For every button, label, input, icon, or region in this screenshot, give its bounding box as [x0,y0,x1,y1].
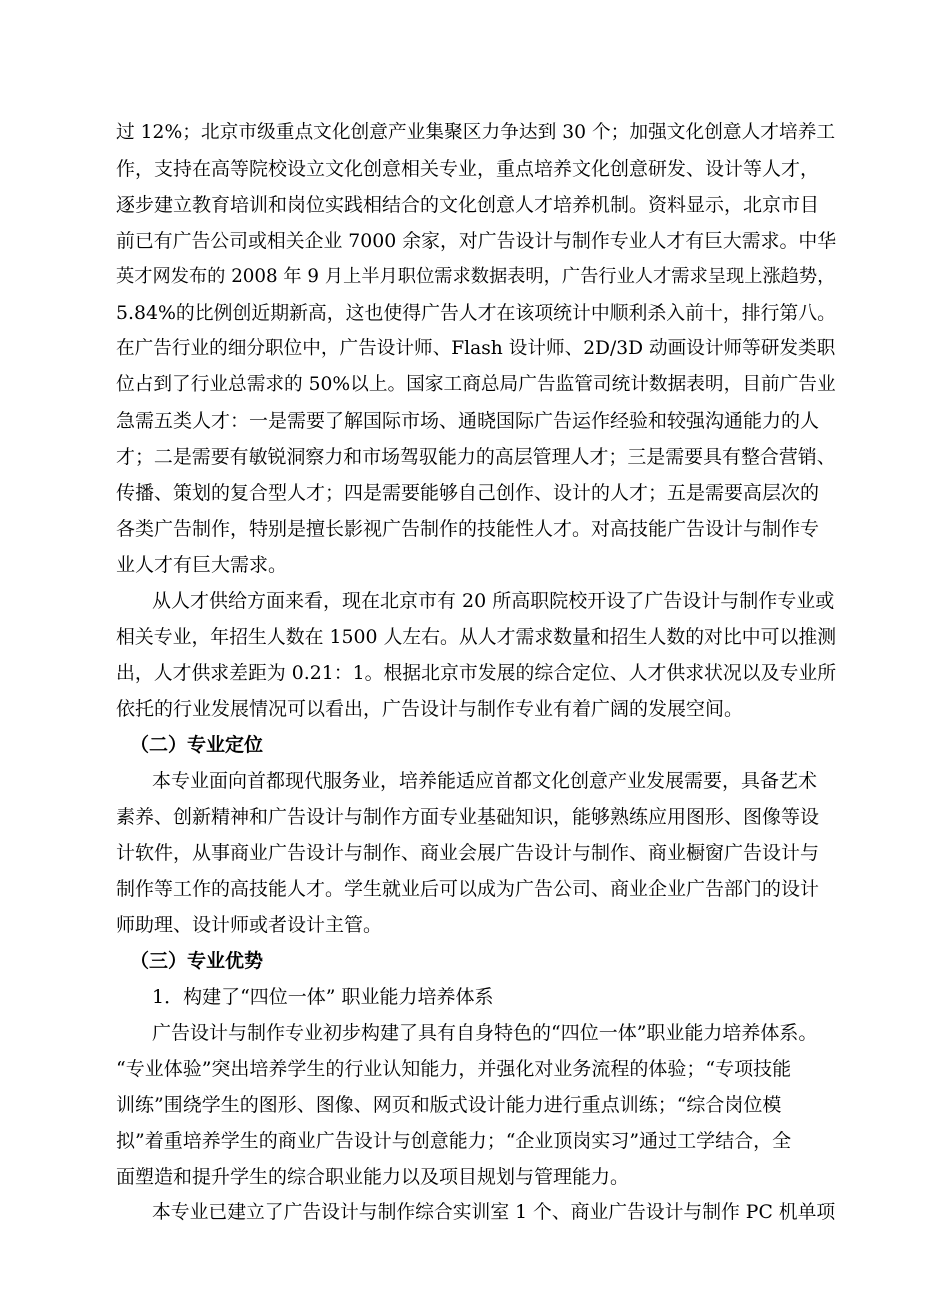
paragraph-line: 拟”着重培养学生的商业广告设计与创意能力；“企业顶岗实习”通过工学结合，全 [116,1130,792,1152]
paragraph-line: “专业体验”突出培养学生的行业认知能力，并强化对业务流程的体验；“专项技能 [116,1058,792,1080]
paragraph-line: 传播、策划的复合型人才；四是需要能够自己创作、设计的人才；五是需要高层次的 [116,482,820,504]
paragraph-line: 前已有广告公司或相关企业 7000 余家，对广告设计与制作专业人才有巨大需求。中华 [116,230,837,252]
paragraph-line: 急需五类人才：一是需要了解国际市场、通晓国际广告运作经验和较强沟通能力的人 [116,410,820,432]
paragraph-line: 逐步建立教育培训和岗位实践相结合的文化创意人才培养机制。资料显示，北京市目 [116,194,820,216]
paragraph-line: 在广告行业的细分职位中，广告设计师、Flash 设计师、2D/3D 动画设计师等研发类职 [116,338,836,359]
paragraph-line: 出，人才供求差距为 0.21：1。根据北京市发展的综合定位、人才供求状况以及专业所 [116,662,837,684]
paragraph-line: 师助理、设计师或者设计主管。 [116,914,383,936]
paragraph-line: 制作等工作的高技能人才。学生就业后可以成为广告公司、商业企业广告部门的设计 [116,878,820,900]
paragraph-line: 计软件，从事商业广告设计与制作、商业会展广告设计与制作、商业橱窗广告设计与 [116,842,820,864]
paragraph-line: 素养、创新精神和广告设计与制作方面专业基础知识，能够熟练应用图形、图像等设 [116,806,820,828]
paragraph-line: 作，支持在高等院校设立文化创意相关专业，重点培养文化创意研发、设计等人才， [116,158,820,180]
paragraph-line: 各类广告制作，特别是擅长影视广告制作的技能性人才。对高技能广告设计与制作专 [116,518,820,540]
paragraph-line: 英才网发布的 2008 年 9 月上半月职位需求数据表明，广告行业人才需求呈现上涨趋势， [116,266,836,287]
paragraph-line: 相关专业，年招生人数在 1500 人左右。从人才需求数量和招生人数的对比中可以推测 [116,626,837,648]
subheading: 1．构建了“四位一体” 职业能力培养体系 [152,986,494,1008]
paragraph-line: 业人才有巨大需求。 [116,554,288,576]
paragraph-line: 本专业面向首都现代服务业，培养能适应首都文化创意产业发展需要，具备艺术 [152,770,818,792]
paragraph-line: 广告设计与制作专业初步构建了具有自身特色的“四位一体”职业能力培养体系。 [152,1022,818,1044]
paragraph-line: 训练”围绕学生的图形、图像、网页和版式设计能力进行重点训练；“综合岗位模 [116,1094,782,1116]
paragraph-line: 才；二是需要有敏锐洞察力和市场驾驭能力的高层管理人才；三是需要具有整合营销、 [116,446,836,468]
paragraph-line: 5.84%的比例创近期新高，这也使得广告人才在该项统计中顺利杀入前十，排行第八。 [116,302,836,324]
section-heading: （三）专业优势 [130,950,264,972]
paragraph-line: 面塑造和提升学生的综合职业能力以及项目规划与管理能力。 [116,1166,630,1188]
paragraph-line: 依托的行业发展情况可以看出，广告设计与制作专业有着广阔的发展空间。 [116,698,744,720]
paragraph-line: 本专业已建立了广告设计与制作综合实训室 1 个、商业广告设计与制作 PC 机单项 [152,1202,836,1223]
paragraph-line: 位占到了行业总需求的 50%以上。国家工商总局广告监管司统计数据表明，目前广告业 [116,374,836,395]
paragraph-line: 过 12%；北京市级重点文化创意产业集聚区力争达到 30 个；加强文化创意人才培养工 [116,122,836,143]
section-heading: （二）专业定位 [130,734,264,756]
paragraph-line: 从人才供给方面来看，现在北京市有 20 所高职院校开设了广告设计与制作专业或 [152,590,835,612]
